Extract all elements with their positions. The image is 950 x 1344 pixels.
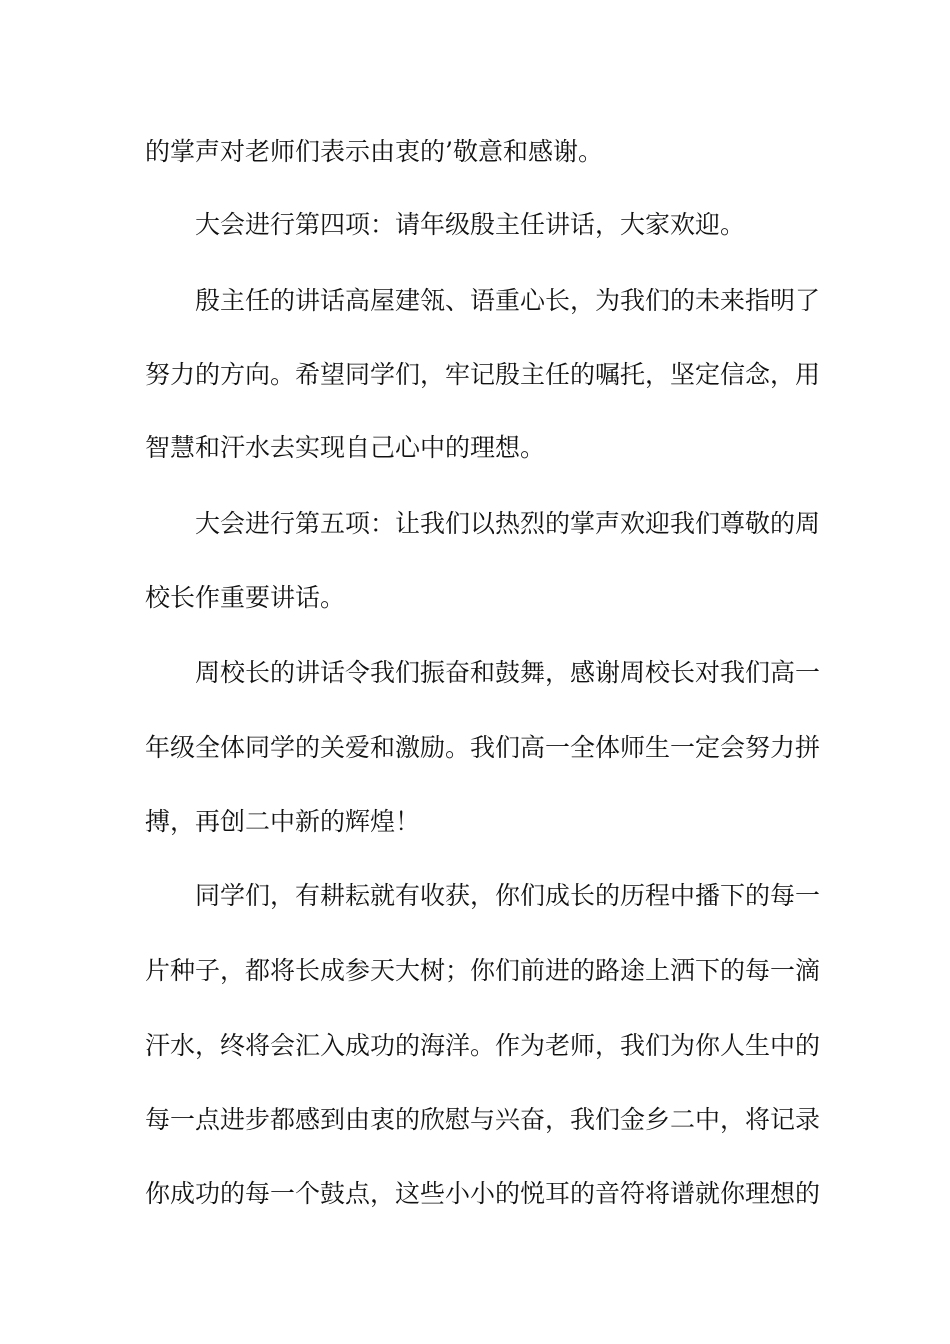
text-line: 片种子，都将长成参天大树；你们前进的路途上洒下的每一滴 [145, 956, 821, 985]
paragraph-start-line: 同学们，有耕耘就有收获，你们成长的历程中播下的每一 [195, 881, 821, 910]
text-line: 搏，再创二中新的辉煌！ [145, 807, 421, 836]
text-line: 年级全体同学的关爱和激励。我们高一全体师生一定会努力拼 [145, 733, 821, 762]
text-line: 你成功的每一个鼓点，这些小小的悦耳的音符将谱就你理想的 [145, 1179, 821, 1208]
text-line: 的掌声对老师们表示由衷的’敬意和感谢。 [145, 137, 603, 166]
paragraph-start-line: 周校长的讲话令我们振奋和鼓舞，感谢周校长对我们高一 [195, 658, 821, 687]
text-line: 校长作重要讲话。 [145, 583, 346, 612]
text-line: 智慧和汗水去实现自己心中的理想。 [145, 433, 546, 462]
paragraph-start-line: 大会进行第四项：请年级殷主任讲话，大家欢迎。 [195, 210, 746, 239]
text-line: 汗水，终将会汇入成功的海洋。作为老师，我们为你人生中的 [145, 1031, 821, 1060]
text-line: 努力的方向。希望同学们，牢记殷主任的嘱托，坚定信念，用 [145, 360, 821, 389]
paragraph-start-line: 大会进行第五项：让我们以热烈的掌声欢迎我们尊敬的周 [195, 509, 821, 538]
paragraph-start-line: 殷主任的讲话高屋建瓴、语重心长，为我们的未来指明了 [195, 286, 821, 315]
text-line: 每一点进步都感到由衷的欣慰与兴奋，我们金乡二中，将记录 [145, 1105, 821, 1134]
